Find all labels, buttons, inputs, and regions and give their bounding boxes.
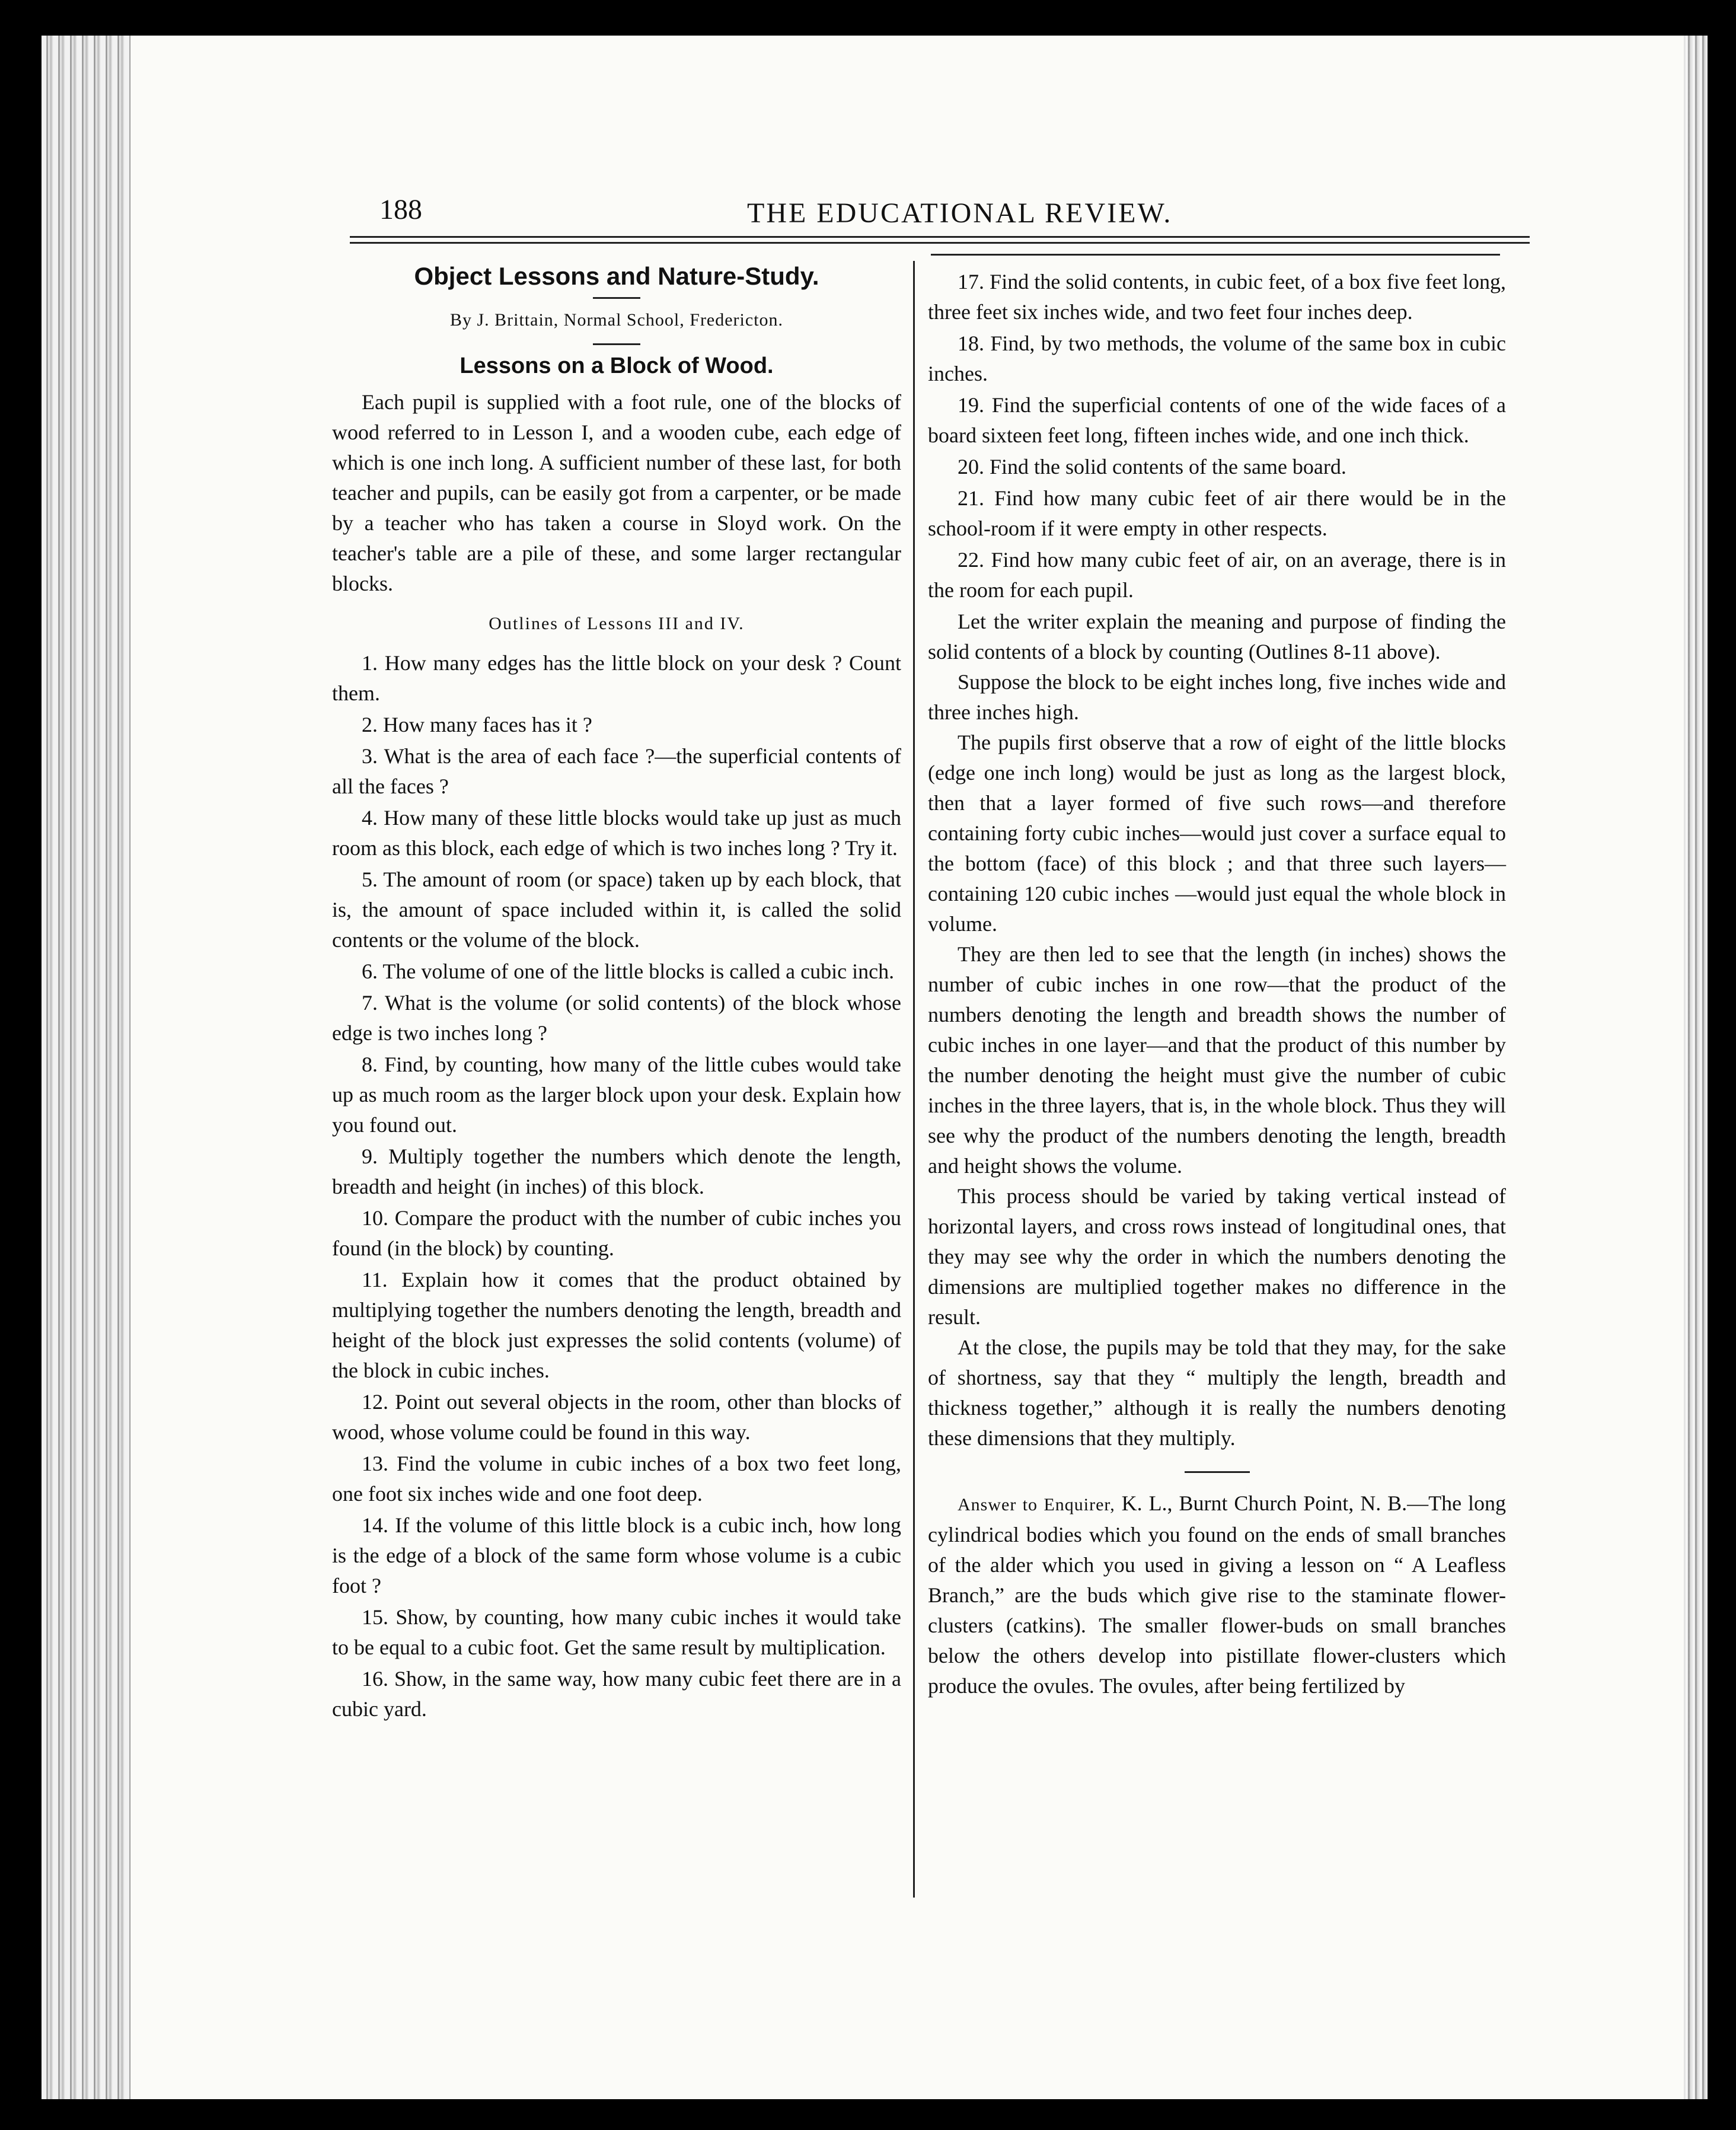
lesson-item: 6. The volume of one of the little blocks is called a cubic inch.: [362, 959, 895, 983]
page-header: [379, 190, 1553, 243]
page-number: 188: [379, 194, 422, 225]
header-rule-top: [350, 236, 1530, 238]
article-byline: By J. Brittain, Normal School, Fredericton.: [449, 310, 784, 330]
title-rule: [593, 297, 640, 299]
header-rule-right: [931, 254, 1500, 256]
left-column: [332, 261, 901, 1726]
answer-body: K. L., Burnt Church Point, N. B.—The long cylindrical bodies which you found on the ends of small branches of the alder which you used in giving a lesson on “ A Leafless Branch,” are the buds which give rise to the staminate flower-clusters (catkins). The smaller flower-buds on small branches below the others develop into pistillate flower-clusters which produce the ovules. The ovules, after being fertilized by: [928, 1491, 1507, 1698]
page-edge: [1684, 36, 1708, 2099]
lesson-item: 14. If the volume of this little block is a cubic inch, how long is the edge of a block of the same form whose volume is a cubic foot ?: [332, 1513, 901, 1598]
body-paragraph: Suppose the block to be eight inches long, five inches wide and three inches high.: [928, 670, 1506, 724]
lesson-item: 1. How many edges has the little block on your desk ? Count them.: [332, 651, 901, 705]
running-title: THE EDUCATIONAL REVIEW.: [747, 197, 1173, 229]
lesson-item: 20. Find the solid contents of the same board.: [958, 455, 1346, 479]
lesson-item: 19. Find the superficial contents of one of the wide faces of a board sixteen feet long, fifteen inches wide, and one inch thick.: [928, 393, 1506, 447]
column-divider: [913, 261, 915, 1898]
section-rule: [1185, 1471, 1250, 1473]
body-paragraph: They are then led to see that the length (in inches) shows the number of cubic inches in one row—that the product of the numbers denoting the length and breadth shows the number of cubic inches in one layer—and that the product of this number by the number denoting the height must give the number of cubic inches in the three layers, that is, in the whole block. Thus they will see why the product of the numbers denoting the length, breadth and height shows the volume.: [928, 942, 1506, 1178]
lesson-item: 17. Find the solid contents, in cubic feet, of a box five feet long, three feet six inches wide, and two feet four inches deep.: [928, 270, 1506, 324]
article-subtitle: Lessons on a Block of Wood.: [459, 353, 774, 378]
outlines-heading: Outlines of Lessons III and IV.: [489, 614, 745, 633]
book-binding: [42, 36, 130, 2099]
body-paragraph: Let the writer explain the meaning and purpose of finding the solid contents of a block by counting (Outlines 8-11 above).: [928, 610, 1506, 664]
lesson-item: 5. The amount of room (or space) taken up by each block, that is, the amount of space included within it, is called the solid contents or the volume of the block.: [332, 868, 901, 952]
lesson-item: 16. Show, in the same way, how many cubic feet there are in a cubic yard.: [332, 1667, 901, 1721]
header-rule-bottom: [350, 242, 1530, 244]
lesson-item: 3. What is the area of each face ?—the superficial contents of all the faces ?: [332, 744, 901, 798]
lesson-item: 12. Point out several objects in the room, other than blocks of wood, whose volume could be found in this way.: [332, 1390, 901, 1444]
intro-paragraph: Each pupil is supplied with a foot rule, one of the blocks of wood referred to in Lesson I, and a wooden cube, each edge of which is one inch long. A sufficient number of these last, for both teacher and pupils, can be easily got from a carpenter, or be made by a teacher who has taken a course in Sloyd work. On the teacher's table are a pile of these, and some larger rectangular blocks.: [332, 390, 901, 595]
body-paragraph: The pupils first observe that a row of eight of the little blocks (edge one inch long) would be just as long as the largest block, then that a layer formed of five such rows—and therefore containing forty cubic inches—would just cover a surface equal to the bottom (face) of this block ; and that three such layers—containing 120 cubic inches —would just equal the whole block in volume.: [928, 731, 1506, 936]
article-title: Object Lessons and Nature-Study.: [414, 262, 819, 290]
lesson-item: 7. What is the volume (or solid contents) of the block whose edge is two inches long ?: [332, 991, 901, 1045]
lesson-item: 11. Explain how it comes that the product obtained by multiplying together the numbers denoting the length, breadth and height of the block just expresses the solid contents (volume) of the block in cubic inches.: [332, 1268, 901, 1382]
lesson-item: 4. How many of these little blocks would take up just as much room as this block, each edge of which is two inches long ? Try it.: [332, 806, 901, 860]
byline-rule: [593, 343, 640, 345]
lesson-item: 21. Find how many cubic feet of air there would be in the school-room if it were empty in other respects.: [928, 486, 1506, 540]
lesson-item: 18. Find, by two methods, the volume of the same box in cubic inches.: [928, 331, 1506, 385]
lesson-item: 8. Find, by counting, how many of the little cubes would take up as much room as the larger block upon your desk. Explain how you found out.: [332, 1053, 901, 1137]
answer-lead: Answer to Enquirer,: [958, 1495, 1115, 1514]
right-column: [928, 267, 1506, 1701]
answer-paragraph: [928, 1488, 1506, 1701]
lesson-item: 13. Find the volume in cubic inches of a box two feet long, one foot six inches wide and one foot deep.: [332, 1452, 901, 1506]
body-paragraph: At the close, the pupils may be told that they may, for the sake of shortness, say that they “ multiply the length, breadth and thickness together,” although it is really the numbers denoting these dimensions that they multiply.: [928, 1335, 1506, 1450]
body-paragraph: This process should be varied by taking vertical instead of horizontal layers, and cross rows instead of longitudinal ones, that they may see why the order in which the numbers denoting the dimensions are multiplied together makes no difference in the result.: [928, 1184, 1506, 1329]
lesson-item: 10. Compare the product with the number of cubic inches you found (in the block) by counting.: [332, 1206, 901, 1260]
lesson-item: 15. Show, by counting, how many cubic inches it would take to be equal to a cubic foot. Get the same result by multiplication.: [332, 1605, 901, 1659]
lesson-item: 9. Multiply together the numbers which denote the length, breadth and height (in inches) of this block.: [332, 1144, 901, 1198]
lesson-item: 2. How many faces has it ?: [362, 713, 592, 736]
lesson-item: 22. Find how many cubic feet of air, on an average, there is in the room for each pupil.: [928, 548, 1506, 602]
